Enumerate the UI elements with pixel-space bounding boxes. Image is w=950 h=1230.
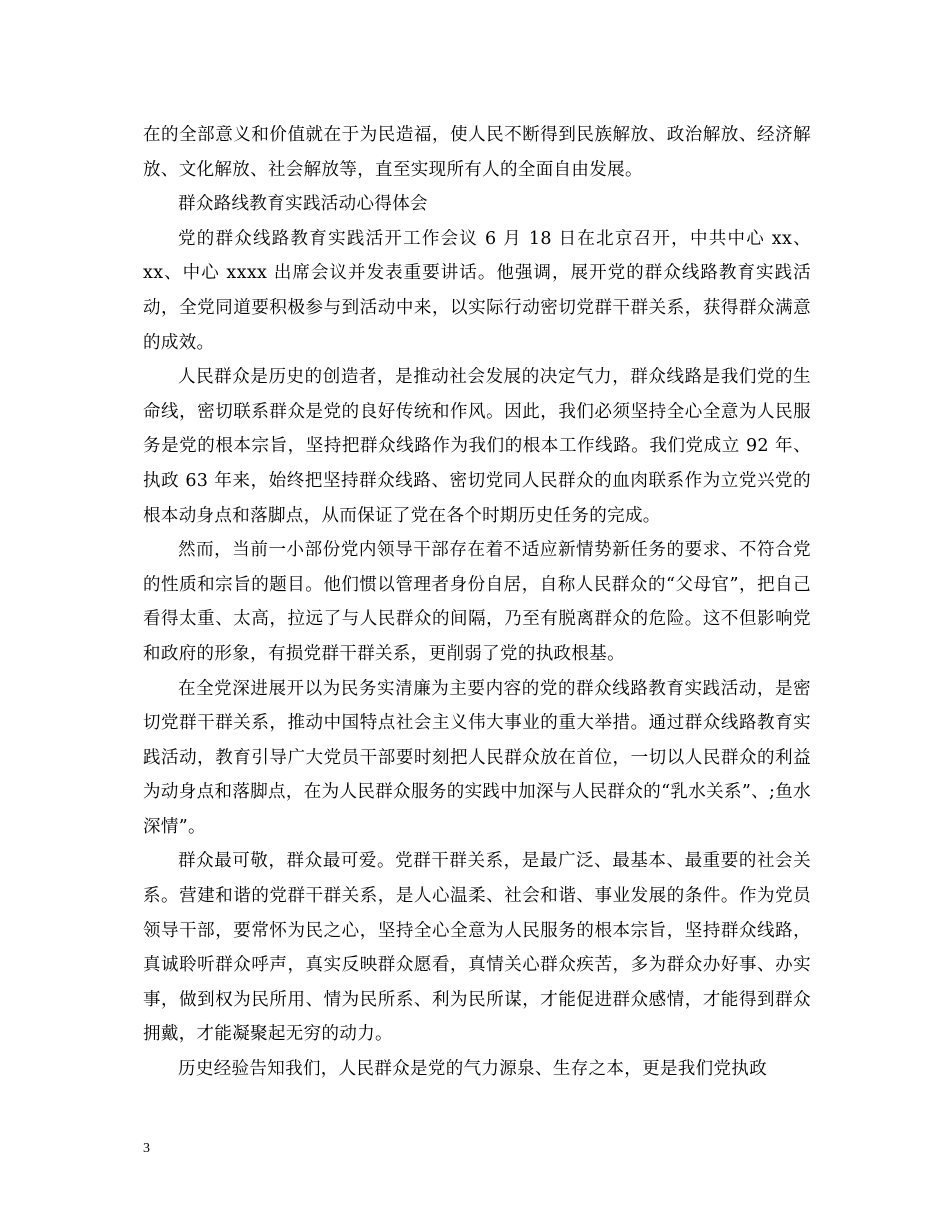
document-body [143,118,811,1087]
page-number: 3 [143,1141,150,1156]
paragraph: 人民群众是历史的创造者，是推动社会发展的决定气力，群众线路是我们党的生命线，密切联系群众是党的良好传统和作风。因此，我们必须坚持全心全意为人民服务是党的根本宗旨，坚持把群众线路作为我们的根本工作线路。我们党成立 92 年、执政 63 年来，始终把坚持群众线路、密切党同人民群众的血肉联系作为立党兴党的根本动身点和落脚点，从而保证了党在各个时期历史任务的完成。 [143,367,811,526]
paragraph-continued: 在的全部意义和价值就在于为民造福，使人民不断得到民族解放、政治解放、经济解放、文化解放、社会解放等，直至实现所有人的全面自由发展。 [143,125,811,180]
paragraph: 然而，当前一小部份党内领导干部存在着不适应新情势新任务的要求、不符合党的性质和宗旨的题目。他们惯以管理者身份自居，自称人民群众的“父母官”，把自己看得太重、太高，拉远了与人民群众的间隔，乃至有脱离群众的危险。这不但影响党和政府的形象，有损党群干群关系，更削弱了党的执政根基。 [143,540,811,664]
paragraph: 历史经验告知我们，人民群众是党的气力源泉、生存之本，更是我们党执政 [178,1059,768,1080]
section-heading: 群众路线教育实践活动心得体会 [178,194,428,215]
paragraph: 在全党深进展开以为民务实清廉为主要内容的党的群众线路教育实践活动，是密切党群干群关系，推动中国特点社会主义伟大事业的重大举措。通过群众线路教育实践活动，教育引导广大党员干部要时刻把人民群众放在首位，一切以人民群众的利益为动身点和落脚点，在为人民群众服务的实践中加深与人民群众的“乳水关系”、;鱼水深情”。 [143,678,811,837]
paragraph: 群众最可敬，群众最可爱。党群干群关系，是最广泛、最基本、最重要的社会关系。营建和谐的党群干群关系，是人心温柔、社会和谐、事业发展的条件。作为党员领导干部，要常怀为民之心，坚持全心全意为人民服务的根本宗旨，坚持群众线路，真诚聆听群众呼声，真实反映群众愿看，真情关心群众疾苦，多为群众办好事、办实事，做到权为民所用、情为民所系、利为民所谋，才能促进群众感情，才能得到群众拥戴，才能凝聚起无穷的动力。 [143,851,811,1045]
paragraph: 党的群众线路教育实践活开工作会议 6 月 18 日在北京召开，中共中心 xx、xx、中心 xxxx 出席会议并发表重要讲话。他强调，展开党的群众线路教育实践活动，全党同道要积极参与到活动中来，以实际行动密切党群干群关系，获得群众满意的成效。 [143,228,811,353]
